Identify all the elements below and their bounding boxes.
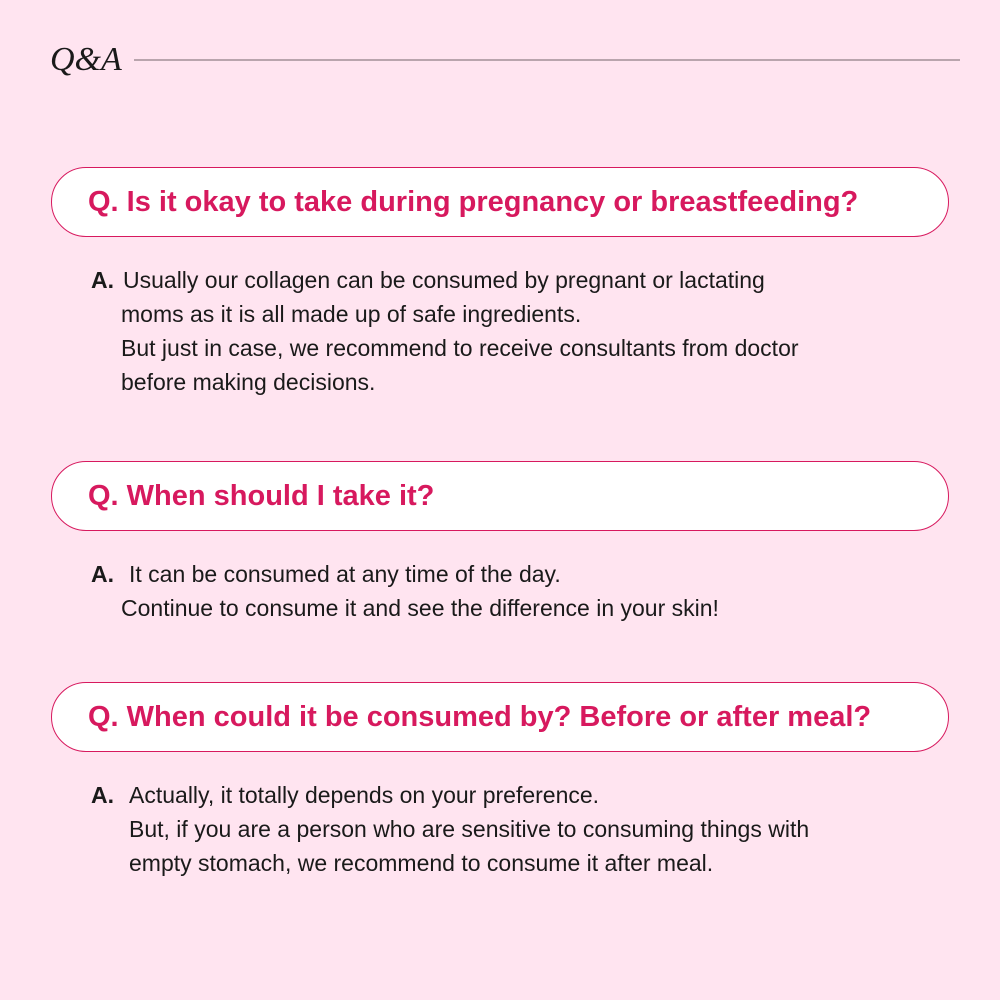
qa-item-meal — [51, 682, 949, 880]
answer-text — [121, 557, 719, 625]
answer-line: moms as it is all made up of safe ingredients. — [121, 301, 582, 327]
answer-line: Continue to consume it and see the difference in your skin! — [121, 595, 719, 621]
answer-line: empty stomach, we recommend to consume it after meal. — [129, 850, 714, 876]
answer-text — [123, 263, 799, 399]
qa-item-when-take — [51, 461, 949, 625]
question-text: Q. Is it okay to take during pregnancy or breastfeeding? — [88, 185, 859, 218]
question-pill — [51, 167, 949, 237]
answer-prefix: A. — [91, 267, 114, 293]
header-divider — [134, 59, 960, 61]
page-title: Q&A — [50, 41, 122, 78]
question-pill — [51, 682, 949, 752]
answer-line: It can be consumed at any time of the day. — [129, 561, 561, 587]
answer-prefix: A. — [91, 782, 114, 808]
answer-prefix: A. — [91, 561, 114, 587]
qa-item-pregnancy — [51, 167, 949, 399]
answer — [91, 778, 949, 880]
question-text: Q. When could it be consumed by? Before or after meal? — [88, 700, 872, 733]
answer-line: before making decisions. — [121, 369, 376, 395]
answer-line: But just in case, we recommend to receive consultants from doctor — [121, 335, 799, 361]
answer-text — [129, 778, 809, 880]
answer-line: Actually, it totally depends on your preference. — [129, 782, 600, 808]
answer — [91, 263, 949, 399]
answer-line: But, if you are a person who are sensitive to consuming things with — [129, 816, 810, 842]
answer-line: Usually our collagen can be consumed by pregnant or lactating — [123, 267, 765, 293]
page-header — [50, 38, 960, 82]
question-pill — [51, 461, 949, 531]
answer — [91, 557, 949, 625]
question-text: Q. When should I take it? — [88, 479, 435, 512]
